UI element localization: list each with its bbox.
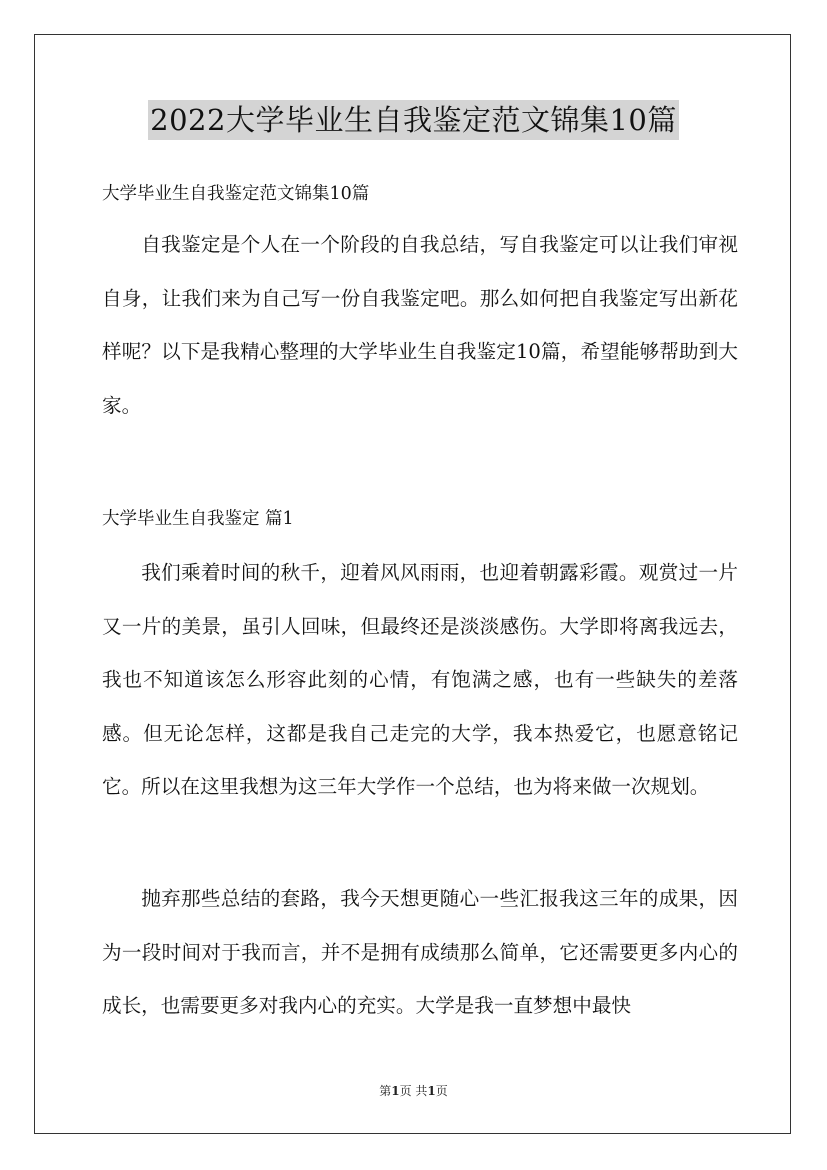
footer-page-number: 1: [391, 1084, 400, 1098]
footer-page-mid: 页 共: [399, 1084, 428, 1098]
section-heading-1: 大学毕业生自我鉴定 篇1: [102, 509, 294, 529]
footer-page-suffix: 页: [435, 1084, 448, 1098]
intro-paragraph: 自我鉴定是个人在一个阶段的自我总结，写自我鉴定可以让我们审视自身，让我们来为自己写一份自我鉴定吧。那么如何把自我鉴定写出新花样呢？以下是我精心整理的大学毕业生自我鉴定10篇，希望能够帮助到大家。: [102, 233, 738, 417]
footer-page-prefix: 第: [379, 1084, 392, 1098]
document-title: 2022大学毕业生自我鉴定范文锦集10篇: [148, 100, 679, 140]
document-subtitle: 大学毕业生自我鉴定范文锦集10篇: [102, 184, 370, 204]
section-1-paragraph-1: 我们乘着时间的秋千，迎着风风雨雨，也迎着朝露彩霞。观赏过一片又一片的美景，虽引人回味，但最终还是淡淡感伤。大学即将离我远去，我也不知道该怎么形容此刻的心情，有饱满之感，也有一些缺失的差落感。但无论怎样，这都是我自己走完的大学，我本热爱它，也愿意铭记它。所以在这里我想为这三年大学作一个总结，也为将来做一次规划。: [102, 561, 738, 798]
section-1-paragraph-2: 抛弃那些总结的套路，我今天想更随心一些汇报我这三年的成果，因为一段时间对于我而言，并不是拥有成绩那么简单，它还需要更多内心的成长，也需要更多对我内心的充实。大学是我一直梦想中最快: [102, 887, 738, 1017]
title-container: [0, 100, 827, 140]
page-footer: [0, 1083, 827, 1099]
footer-page-total: 1: [427, 1084, 436, 1098]
